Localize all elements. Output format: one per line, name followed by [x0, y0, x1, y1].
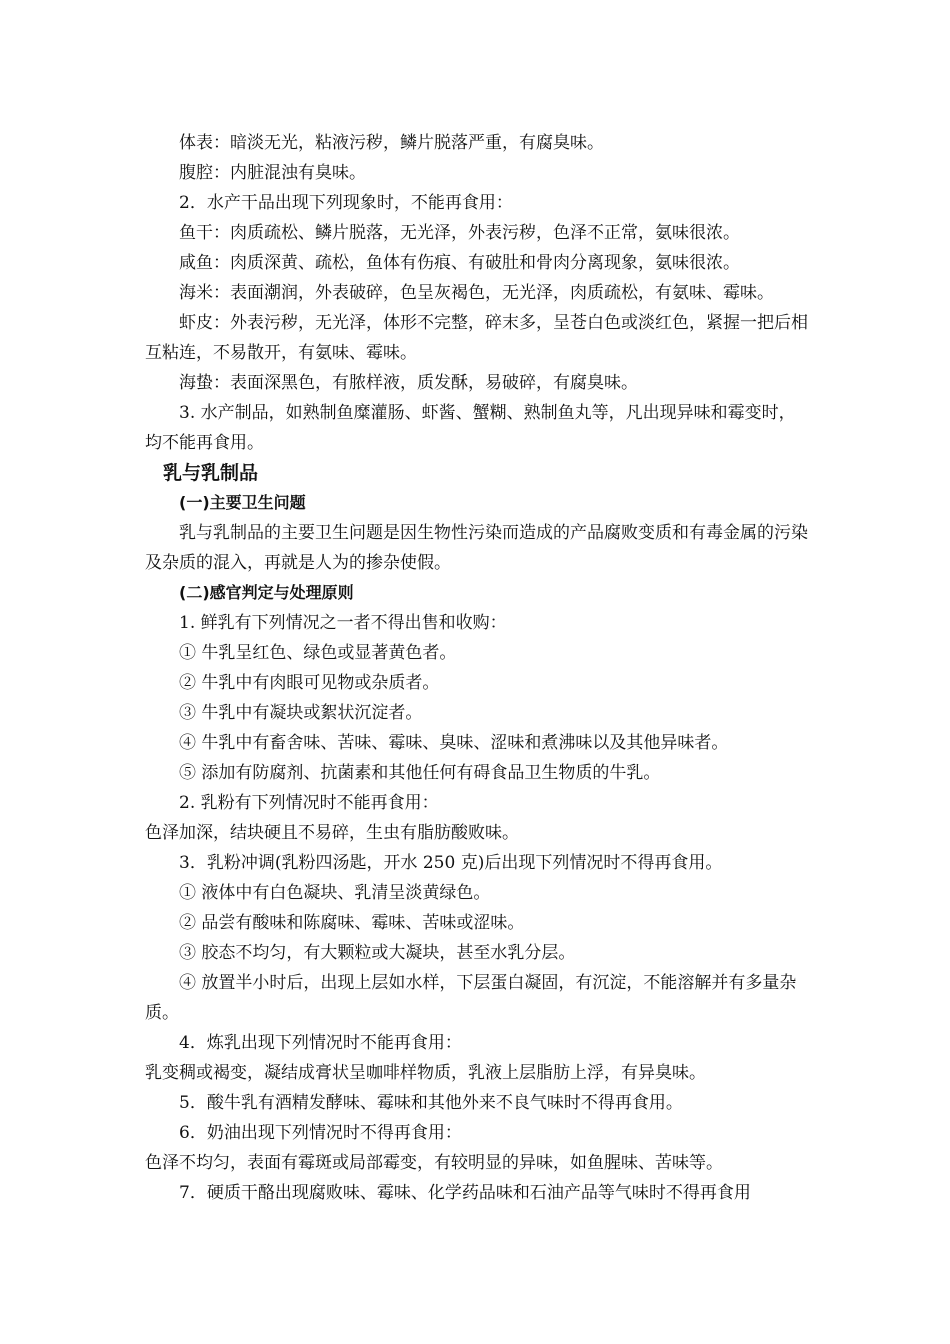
paragraph-body-surface: 体表：暗淡无光，粘液污秽，鳞片脱落严重，有腐臭味。	[179, 133, 604, 153]
paragraph-hygiene-issues: 乳与乳制品的主要卫生问题是因生物性污染而造成的产品腐败变质和有毒金属的污染及杂质的混入，再就是人为的掺杂使假。	[145, 523, 808, 573]
list-item: 乳变稠或褐变，凝结成膏状呈咖啡样物质，乳液上层脂肪上浮，有异臭味。	[145, 1063, 706, 1083]
paragraph-jellyfish: 海蛰：表面深黑色，有脓样液，质发酥，易破碎，有腐臭味。	[179, 373, 638, 393]
list-item: 5．酸牛乳有酒精发酵味、霉味和其他外来不良气味时不得再食用。	[179, 1093, 683, 1113]
list-item: ② 牛乳中有肉眼可见物或杂质者。	[179, 673, 440, 693]
list-item: ③ 牛乳中有凝块或絮状沉淀者。	[179, 703, 423, 723]
list-item: 1. 鲜乳有下列情况之一者不得出售和收购：	[179, 613, 507, 633]
list-item: ③ 胶态不均匀，有大颗粒或大凝块，甚至水乳分层。	[179, 943, 576, 963]
list-item: 6．奶油出现下列情况时不得再食用：	[179, 1123, 462, 1143]
paragraph-shrimp-skin: 虾皮：外表污秽，无光泽，体形不完整，碎末多，呈苍白色或淡红色，紧握一把后相互粘连，不易散开，有氨味、霉味。	[145, 313, 808, 363]
paragraph-salted-fish: 咸鱼：肉质深黄、疏松，鱼体有伤痕、有破肚和骨肉分离现象，氨味很浓。	[179, 253, 740, 273]
list-item: ② 品尝有酸味和陈腐味、霉味、苦味或涩味。	[179, 913, 525, 933]
document-page	[145, 128, 810, 1208]
subsection-title-sensory-judgement: (二)感官判定与处理原则	[179, 583, 354, 602]
list-item: ④ 牛乳中有畜舍味、苦味、霉味、臭味、涩味和煮沸味以及其他异味者。	[179, 733, 729, 753]
paragraph-abdominal-cavity: 腹腔：内脏混浊有臭味。	[179, 163, 366, 183]
list-item: 3．乳粉冲调(乳粉四汤匙，开水 250 克)后出现下列情况时不得再食用。	[179, 853, 723, 873]
list-item: ④ 放置半小时后，出现上层如水样，下层蛋白凝固，有沉淀，不能溶解并有多量杂质。	[145, 973, 797, 1023]
subsection-title-hygiene-issues: (一)主要卫生问题	[179, 493, 306, 512]
paragraph-dried-products-intro: 2．水产干品出现下列现象时，不能再食用：	[179, 193, 513, 213]
list-item: 色泽加深，结块硬且不易碎，生虫有脂肪酸败味。	[145, 823, 519, 843]
paragraph-aquatic-products: 3. 水产制品，如熟制鱼糜灌肠、虾酱、蟹糊、熟制鱼丸等，凡出现异味和霉变时，均不能再食用。	[145, 403, 796, 453]
list-item: 色泽不均匀，表面有霉斑或局部霉变，有较明显的异味，如鱼腥味、苦味等。	[145, 1153, 723, 1173]
list-item: ① 液体中有白色凝块、乳清呈淡黄绿色。	[179, 883, 491, 903]
paragraph-dried-fish: 鱼干：肉质疏松、鳞片脱落，无光泽，外表污秽，色泽不正常，氨味很浓。	[179, 223, 740, 243]
section-title-dairy: 乳与乳制品	[163, 462, 259, 484]
list-item: 7．硬质干酪出现腐败味、霉味、化学药品味和石油产品等气味时不得再食用	[179, 1183, 751, 1203]
paragraph-dried-shrimp: 海米：表面潮润，外表破碎，色呈灰褐色，无光泽，肉质疏松，有氨味、霉味。	[179, 283, 774, 303]
list-item: 2. 乳粉有下列情况时不能再食用：	[179, 793, 439, 813]
list-item: ⑤ 添加有防腐剂、抗菌素和其他任何有碍食品卫生物质的牛乳。	[179, 763, 661, 783]
list-item: 4．炼乳出现下列情况时不能再食用：	[179, 1033, 462, 1053]
list-item: ① 牛乳呈红色、绿色或显著黄色者。	[179, 643, 457, 663]
